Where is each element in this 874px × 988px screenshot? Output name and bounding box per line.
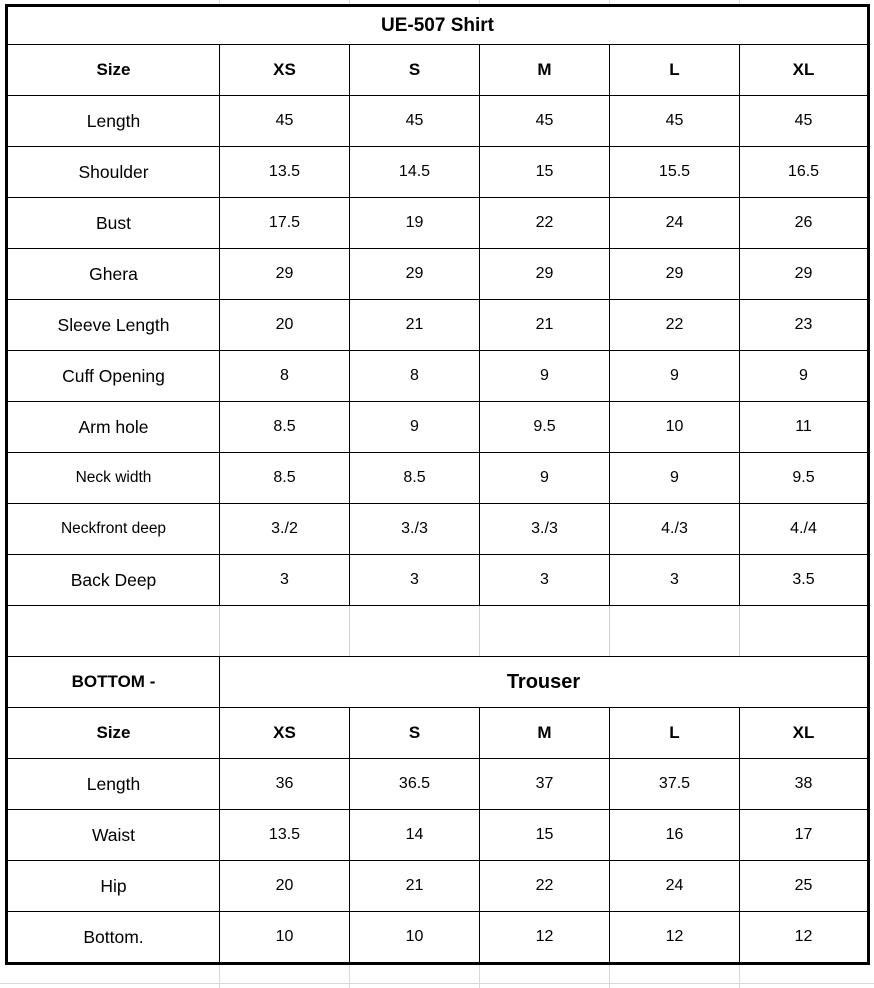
cell-value[interactable]: 37.5 [610, 759, 740, 810]
cell-value[interactable]: 29 [350, 249, 480, 300]
cell-value[interactable]: 17.5 [220, 198, 350, 249]
cell-value[interactable]: 25 [740, 861, 868, 912]
trouser-title[interactable]: Trouser [220, 657, 868, 708]
empty-cell[interactable] [740, 606, 868, 657]
shirt-header-row [8, 45, 868, 96]
header-xl[interactable]: XL [740, 708, 868, 759]
cell-value[interactable]: 9 [610, 351, 740, 402]
cell-value[interactable]: 3 [220, 555, 350, 606]
cell-value[interactable]: 26 [740, 198, 868, 249]
cell-value[interactable]: 8.5 [220, 402, 350, 453]
table-row [8, 810, 868, 861]
cell-value[interactable]: 8 [350, 351, 480, 402]
row-label[interactable]: Cuff Opening [8, 351, 220, 402]
cell-value[interactable]: 3./3 [480, 504, 610, 555]
cell-value[interactable]: 10 [350, 912, 480, 963]
cell-value[interactable]: 45 [480, 96, 610, 147]
cell-value[interactable]: 3 [480, 555, 610, 606]
cell-value[interactable]: 22 [480, 861, 610, 912]
cell-value[interactable]: 12 [480, 912, 610, 963]
table-row [8, 912, 868, 963]
header-xl[interactable]: XL [740, 45, 868, 96]
row-label[interactable]: Hip [8, 861, 220, 912]
cell-value[interactable]: 3.5 [740, 555, 868, 606]
cell-value[interactable]: 8 [220, 351, 350, 402]
row-label[interactable]: Ghera [8, 249, 220, 300]
cell-value[interactable]: 9.5 [740, 453, 868, 504]
cell-value[interactable]: 3./3 [350, 504, 480, 555]
cell-value[interactable]: 38 [740, 759, 868, 810]
cell-value[interactable]: 12 [740, 912, 868, 963]
cell-value[interactable]: 20 [220, 861, 350, 912]
cell-value[interactable]: 19 [350, 198, 480, 249]
cell-value[interactable]: 29 [740, 249, 868, 300]
empty-cell[interactable] [610, 606, 740, 657]
empty-cell[interactable] [220, 606, 350, 657]
table-row [8, 147, 868, 198]
table-row [8, 759, 868, 810]
row-label[interactable]: Sleeve Length [8, 300, 220, 351]
cell-value[interactable]: 22 [610, 300, 740, 351]
cell-value[interactable]: 3 [610, 555, 740, 606]
header-m[interactable]: M [480, 708, 610, 759]
row-label[interactable]: Shoulder [8, 147, 220, 198]
cell-value[interactable]: 24 [610, 861, 740, 912]
table-row [8, 555, 868, 606]
row-label[interactable]: Neck width [8, 453, 220, 504]
table-row [8, 351, 868, 402]
header-s[interactable]: S [350, 708, 480, 759]
cell-value[interactable]: 23 [740, 300, 868, 351]
cell-value[interactable]: 45 [350, 96, 480, 147]
row-label[interactable]: Waist [8, 810, 220, 861]
cell-value[interactable]: 9 [350, 402, 480, 453]
cell-value[interactable]: 36.5 [350, 759, 480, 810]
table-row [8, 504, 868, 555]
cell-value[interactable]: 8.5 [220, 453, 350, 504]
empty-cell[interactable] [8, 606, 220, 657]
empty-cell[interactable] [350, 606, 480, 657]
cell-value[interactable]: 8.5 [350, 453, 480, 504]
header-l[interactable]: L [610, 708, 740, 759]
cell-value[interactable]: 45 [740, 96, 868, 147]
cell-value[interactable]: 4./4 [740, 504, 868, 555]
row-label[interactable]: Length [8, 96, 220, 147]
row-label[interactable]: Back Deep [8, 555, 220, 606]
row-label[interactable]: Length [8, 759, 220, 810]
cell-value[interactable]: 21 [350, 861, 480, 912]
trouser-header-row [8, 708, 868, 759]
cell-value[interactable]: 24 [610, 198, 740, 249]
cell-value[interactable]: 3 [350, 555, 480, 606]
bottom-title-row [8, 657, 868, 708]
header-l[interactable]: L [610, 45, 740, 96]
cell-value[interactable]: 22 [480, 198, 610, 249]
row-label[interactable]: Bottom. [8, 912, 220, 963]
cell-value[interactable]: 37 [480, 759, 610, 810]
cell-value[interactable]: 15.5 [610, 147, 740, 198]
cell-value[interactable]: 4./3 [610, 504, 740, 555]
cell-value[interactable]: 11 [740, 402, 868, 453]
cell-value[interactable]: 13.5 [220, 147, 350, 198]
shirt-title[interactable]: UE-507 Shirt [8, 7, 868, 45]
cell-value[interactable]: 15 [480, 810, 610, 861]
cell-value[interactable]: 9 [610, 453, 740, 504]
cell-value[interactable]: 15 [480, 147, 610, 198]
size-chart-table [7, 6, 868, 963]
header-size[interactable]: Size [8, 708, 220, 759]
row-label[interactable]: Bust [8, 198, 220, 249]
row-label[interactable]: Arm hole [8, 402, 220, 453]
table-row [8, 96, 868, 147]
cell-value[interactable]: 12 [610, 912, 740, 963]
bottom-label[interactable]: BOTTOM - [8, 657, 220, 708]
cell-value[interactable]: 13.5 [220, 810, 350, 861]
header-size[interactable]: Size [8, 45, 220, 96]
cell-value[interactable]: 21 [350, 300, 480, 351]
header-s[interactable]: S [350, 45, 480, 96]
cell-value[interactable]: 29 [610, 249, 740, 300]
cell-value[interactable]: 21 [480, 300, 610, 351]
cell-value[interactable]: 16.5 [740, 147, 868, 198]
header-m[interactable]: M [480, 45, 610, 96]
cell-value[interactable]: 45 [610, 96, 740, 147]
cell-value[interactable]: 16 [610, 810, 740, 861]
cell-value[interactable]: 10 [220, 912, 350, 963]
table-row [8, 402, 868, 453]
table-row [8, 300, 868, 351]
cell-value[interactable]: 36 [220, 759, 350, 810]
shirt-title-row [8, 7, 868, 45]
header-xs[interactable]: XS [220, 45, 350, 96]
cell-value[interactable]: 9.5 [480, 402, 610, 453]
cell-value[interactable]: 17 [740, 810, 868, 861]
cell-value[interactable]: 9 [740, 351, 868, 402]
row-label[interactable]: Neckfront deep [8, 504, 220, 555]
table-row [8, 861, 868, 912]
cell-value[interactable]: 9 [480, 453, 610, 504]
table-row [8, 198, 868, 249]
cell-value[interactable]: 3./2 [220, 504, 350, 555]
header-xs[interactable]: XS [220, 708, 350, 759]
table-row [8, 249, 868, 300]
grid-line [0, 983, 874, 984]
cell-value[interactable]: 45 [220, 96, 350, 147]
cell-value[interactable]: 29 [480, 249, 610, 300]
cell-value[interactable]: 14 [350, 810, 480, 861]
cell-value[interactable]: 29 [220, 249, 350, 300]
blank-row [8, 606, 868, 657]
empty-cell[interactable] [480, 606, 610, 657]
cell-value[interactable]: 9 [480, 351, 610, 402]
table-row [8, 453, 868, 504]
cell-value[interactable]: 10 [610, 402, 740, 453]
cell-value[interactable]: 14.5 [350, 147, 480, 198]
cell-value[interactable]: 20 [220, 300, 350, 351]
